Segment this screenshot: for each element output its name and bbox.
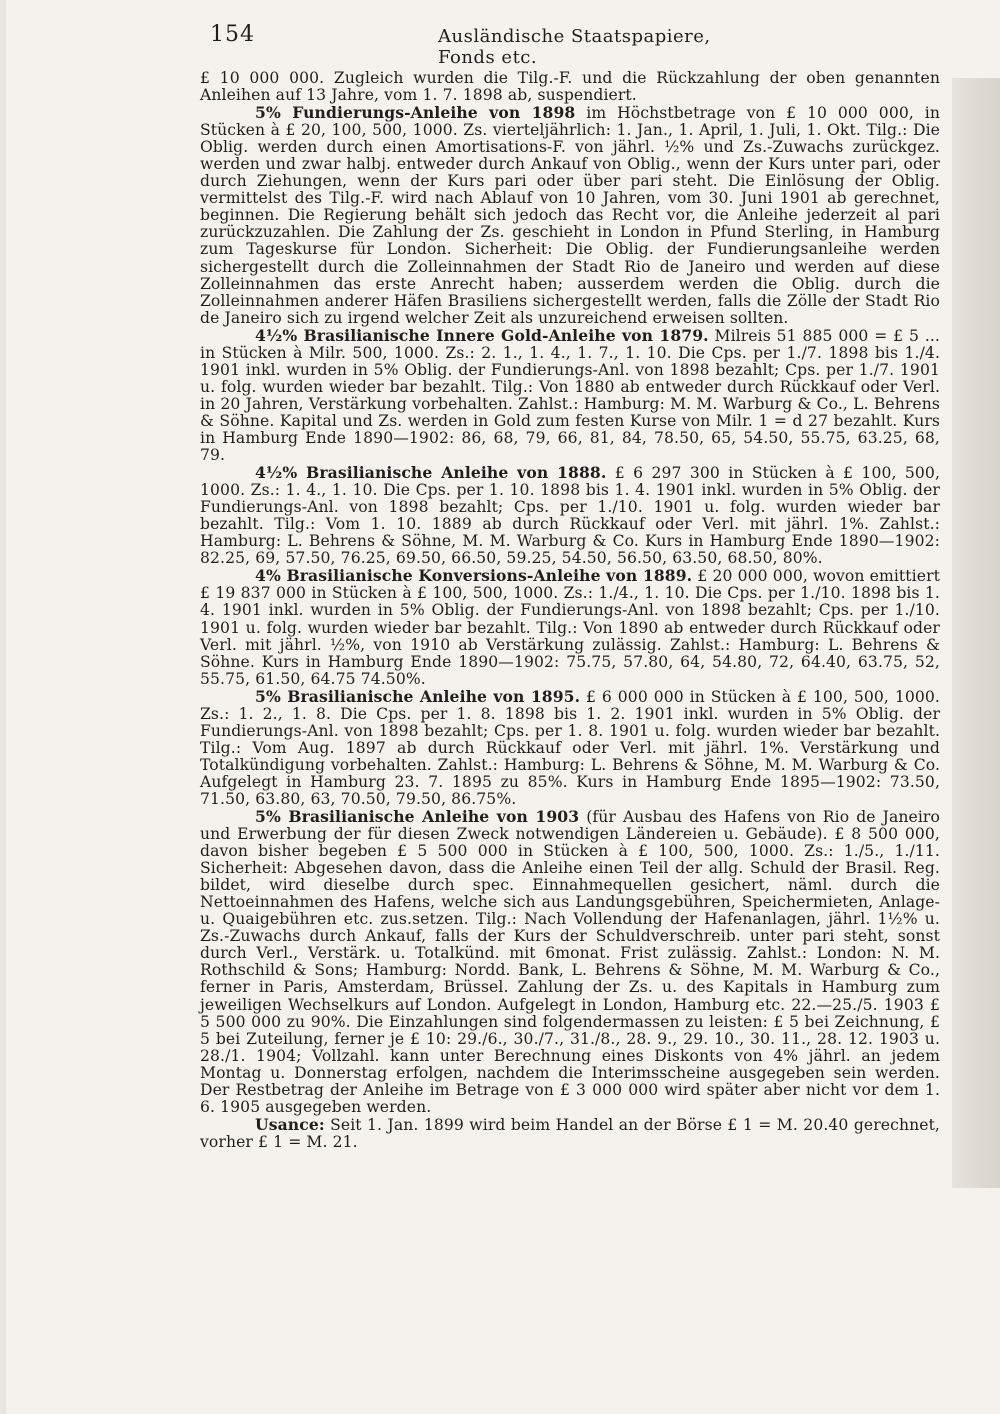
paragraph-heading: 5% Brasilianische Anleihe von 1903 bbox=[255, 807, 580, 827]
paragraph-innere-gold-anleihe-1879 bbox=[200, 327, 940, 464]
paragraph-anleihe-1903 bbox=[200, 808, 940, 1116]
paragraph-heading: 4½% Brasilianische Innere Gold-Anleihe von 1879. bbox=[255, 325, 709, 345]
paragraph-heading: 5% Fundierungs-Anleihe von 1898 bbox=[255, 103, 576, 123]
paragraph-fundierungs-anleihe-1898 bbox=[200, 104, 940, 327]
paragraph-text: £ 6 000 000 in Stücken à £ 100, 500, 1000. Zs.: 1. 2., 1. 8. Die Cps. per 1. 8. 1898 bis 1. 2. 1901 inkl. wurden in 5% Oblig. der Fundierungs-Anl. von 1898 bezahlt; Cps. per 1. 8. 1901 u. folg. wurden wieder bar bezahlt. Tilg.: Vom Aug. 1897 ab durch Rückkauf oder Verl. mit jährl. 1%. Verstärkung und Totalkündigung vorbehalten. Zahlst.: Hamburg: L. Behrens & Söhne, M. M. Warburg & Co. Aufgelegt in Hamburg 23. 7. 1895 zu 85%. Kurs in Hamburg Ende 1895—1902: 73.50, 71.50, 63.80, 63, 70.50, 79.50, 86.75%. bbox=[200, 687, 940, 808]
paragraph-konversions-anleihe-1889 bbox=[200, 567, 940, 687]
paragraph-heading: 5% Brasilianische Anleihe von 1895. bbox=[255, 686, 581, 706]
running-title: Ausländische Staatspapiere, Fonds etc. bbox=[438, 26, 711, 68]
page-header bbox=[210, 22, 770, 68]
paragraph-text: (für Ausbau des Hafens von Rio de Janeiro und Erwerbung der für diesen Zweck notwendigen Ländereien u. Gebäude). £ 8 500 000, davon bisher begeben £ 5 500 000 in Stücken à £ 100, 500, 1000. Zs.: 1./5., 1./11. Sicherheit: Abgesehen davon, dass die Anleihe einen Teil der allg. Schuld der Brasil. Reg. bildet, wird dieselbe durch spec. Einnahmequellen gesichert, näml. durch die Nettoeinnahmen des Hafens, welche sich aus Landungsgebühren, Speichermieten, Anlage- u. Quaigebühren etc. zus.setzen. Tilg.: Nach Vollendung der Hafenanlagen, jährl. 1½% u. Zs.-Zuwachs durch Ankauf, falls der Kurs der Schuldverschreib. unter pari steht, sonst durch Verl., Verstärk. u. Totalkünd. mit 6monat. Frist zulässig. Zahlst.: London: N. M. Rothschild & Sons; Hamburg: Nordd. Bank, L. Behrens & Söhne, M. M. Warburg & Co., ferner in Paris, Amsterdam, Brüssel. Zahlung der Zs. u. des Kapitals in Hamburg zum jeweiligen Wechselkurs auf London. Aufgelegt in London, Hamburg etc. 22.—25./5. 1903 £ 5 500 000 zu 90%. Die Einzahlungen sind folgendermassen zu leisten: £ 5 bei Zeichnung, £ 5 bei Zuteilung, ferner je £ 10: 29./6., 30./7., 31./8., 28. 9., 29. 10., 30. 11., 28. 12. 1903 u. 28./1. 1904; Vollzahl. kann unter Berechnung eines Diskonts von 4% jährl. an jedem Montag u. Donnerstag erfolgen, nachdem die Interimsscheine ausgegeben sein werden. Der Restbetrag der Anleihe im Betrage von £ 3 000 000 wird später aber nicht vor dem 1. 6. 1905 ausgegeben werden. bbox=[200, 808, 940, 1116]
paragraph-anleihe-1895 bbox=[200, 688, 940, 808]
paragraph-usance bbox=[200, 1116, 940, 1151]
adjacent-page-edge bbox=[952, 78, 1000, 1188]
paragraph-text: Milreis 51 885 000 = £ 5 ... in Stücken à Milr. 500, 1000. Zs.: 2. 1., 1. 4., 1. 7., 1. 10. Die Cps. per 1./7. 1898 bis 1./4. 1901 inkl. wurden in 5% Oblig. der Fundierungs-Anl. von 1898 bezahlt; Cps. per 1./7. 1901 u. folg. wurden wieder bar bezahlt. Tilg.: Von 1880 ab entweder durch Rückkauf oder Verl. in 20 Jahren, Verstärkung vorbehalten. Zahlst.: Hamburg: M. M. Warburg & Co., L. Behrens & Söhne. Kapital und Zs. werden in Gold zum festen Kurse von Milr. 1 = d 27 bezahlt. Kurs in Hamburg Ende 1890—1902: 86, 68, 79, 66, 81, 84, 78.50, 65, 54.50, 55.75, 63.25, 68, 79. bbox=[200, 326, 940, 465]
paragraph-intro bbox=[200, 70, 940, 104]
body-text bbox=[200, 70, 940, 1151]
paragraph-text: £ 6 297 300 in Stücken à £ 100, 500, 1000. Zs.: 1. 4., 1. 10. Die Cps. per 1. 10. 1898 bis 1. 4. 1901 inkl. wurden in 5% Oblig. der Fundierungs-Anl. von 1898 bezahlt; Cps. per 1./10. 1901 u. folg. wurden wieder bar bezahlt. Tilg.: Vom 1. 10. 1889 ab durch Rückkauf oder Verl. mit jährl. 1%. Zahlst.: Hamburg: L. Behrens & Söhne, M. M. Warburg & Co. Kurs in Hamburg Ende 1890—1902: 82.25, 69, 57.50, 76.25, 69.50, 66.50, 59.25, 54.50, 56.50, 63.50, 68.50, 80%. bbox=[200, 464, 940, 568]
paragraph-text: im Höchstbetrage von £ 10 000 000, in Stücken à £ 20, 100, 500, 1000. Zs. vierteljährlich: 1. Jan., 1. April, 1. Juli, 1. Okt. Tilg.: Die Oblig. werden durch einen Amortisations-F. von jährl. ½% und Zs.-Zuwachs zurückgez. werden und zwar halbj. entweder durch Ankauf von Oblig., wenn der Kurs unter pari, oder durch Ziehungen, wenn der Kurs pari oder über pari steht. Die Einlösung der Oblig. vermittelst des Tilg.-F. wird nach Ablauf von 10 Jahren, vom 30. Juni 1901 ab gerechnet, beginnen. Die Regierung behält sich jedoch das Recht vor, die Anleihe jederzeit al pari zurückzuzahlen. Die Zahlung der Zs. geschieht in London in Pfund Sterling, in Hamburg zum Tageskurse für London. Sicherheit: Die Oblig. der Fundierungsanleihe werden sichergestellt durch die Zolleinnahmen der Stadt Rio de Janeiro und werden auf diese Zolleinnahmen das erste Anrecht haben; ausserdem werden die Oblig. durch die Zolleinnahmen anderer Häfen Brasiliens sichergestellt werden, falls die Zölle der Stadt Rio de Janeiro sich zu irgend welcher Zeit als unzureichend erweisen sollten. bbox=[200, 104, 941, 327]
page-edge-shadow bbox=[0, 0, 6, 1414]
paragraph-text: Seit 1. Jan. 1899 wird beim Handel an der Börse £ 1 = M. 20.40 gerechnet, vorher £ 1 = M. 21. bbox=[200, 1115, 940, 1151]
paragraph-heading: Usance: bbox=[255, 1114, 325, 1134]
page-number: 154 bbox=[210, 22, 255, 47]
paragraph-text: £ 10 000 000. Zugleich wurden die Tilg.-F. und die Rückzahlung der oben genannten Anleihen auf 13 Jahre, vom 1. 7. 1898 ab, suspendiert. bbox=[200, 69, 940, 105]
paragraph-heading: 4½% Brasilianische Anleihe von 1888. bbox=[255, 463, 607, 483]
paragraph-heading: 4% Brasilianische Konversions-Anleihe von 1889. bbox=[255, 566, 693, 586]
paragraph-anleihe-1888 bbox=[200, 464, 940, 567]
paragraph-text: £ 20 000 000, wovon emittiert £ 19 837 000 in Stücken à £ 100, 500, 1000. Zs.: 1./4., 1. 10. Die Cps. per 1./10. 1898 bis 1. 4. 1901 inkl. wurden in 5% Oblig. der Fundierungs-Anl. von 1898 bezahlt; Cps. per 1./10. 1901 u. folg. wurden wieder bar bezahlt. Tilg.: Von 1890 ab entweder durch Rückkauf oder Verl. mit jährl. ½%, von 1910 ab Verstärkung zulässig. Zahlst.: Hamburg: L. Behrens & Söhne. Kurs in Hamburg Ende 1890—1902: 75.75, 57.80, 64, 54.80, 72, 64.40, 63.75, 52, 55.75, 61.50, 64.75 74.50%. bbox=[200, 567, 940, 688]
